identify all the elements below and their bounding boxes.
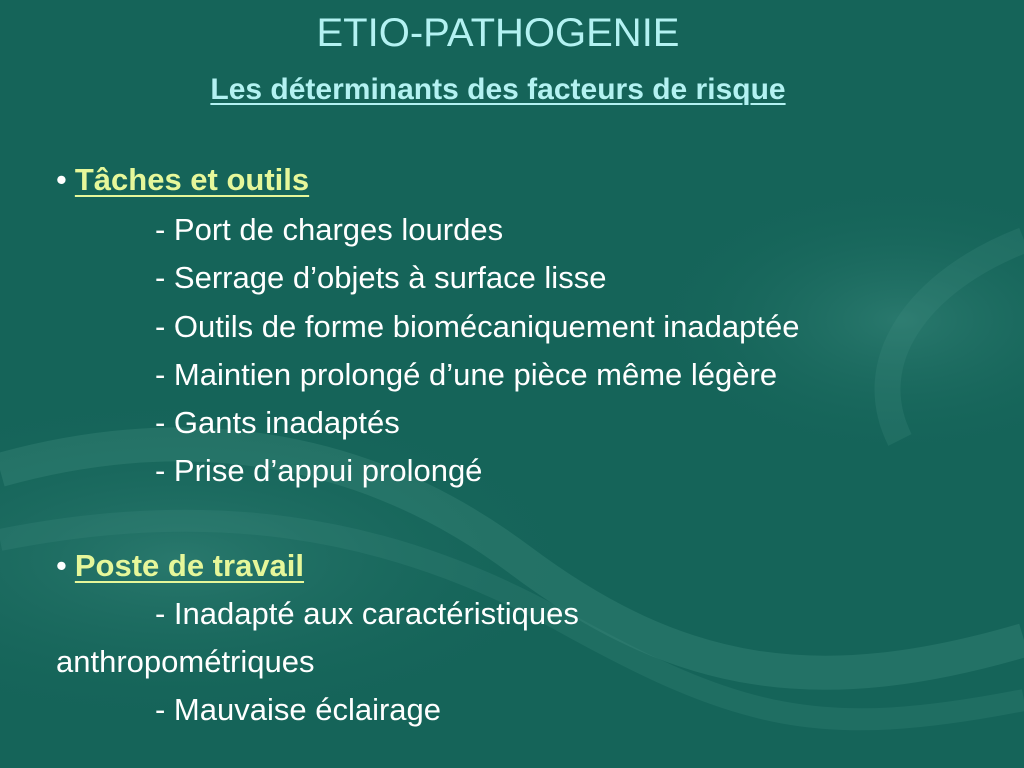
bullet-icon: • xyxy=(56,162,67,197)
list-item: - Port de charges lourdes xyxy=(155,212,504,247)
list-item: - Mauvaise éclairage xyxy=(155,692,442,727)
section-heading-label: Poste de travail xyxy=(74,548,305,583)
section-heading-label: Tâches et outils xyxy=(74,162,310,197)
slide-title: ETIO-PATHOGENIE xyxy=(316,11,680,55)
list-item: - Maintien prolongé d’une pièce même légère xyxy=(155,357,778,392)
list-item: - Serrage d’objets à surface lisse xyxy=(155,260,607,295)
bullet-icon: • xyxy=(56,548,67,583)
section-heading-taches-et-outils xyxy=(56,160,309,200)
list-item: - Inadapté aux caractéristiques xyxy=(155,596,579,631)
section-heading-poste-de-travail xyxy=(56,546,304,586)
slide-subtitle: Les déterminants des facteurs de risque xyxy=(210,73,786,106)
list-item-continuation: anthropométriques xyxy=(56,644,315,679)
list-item: - Prise d’appui prolongé xyxy=(155,453,483,488)
list-item: - Gants inadaptés xyxy=(155,405,400,440)
list-item: - Outils de forme biomécaniquement inadaptée xyxy=(155,309,800,344)
